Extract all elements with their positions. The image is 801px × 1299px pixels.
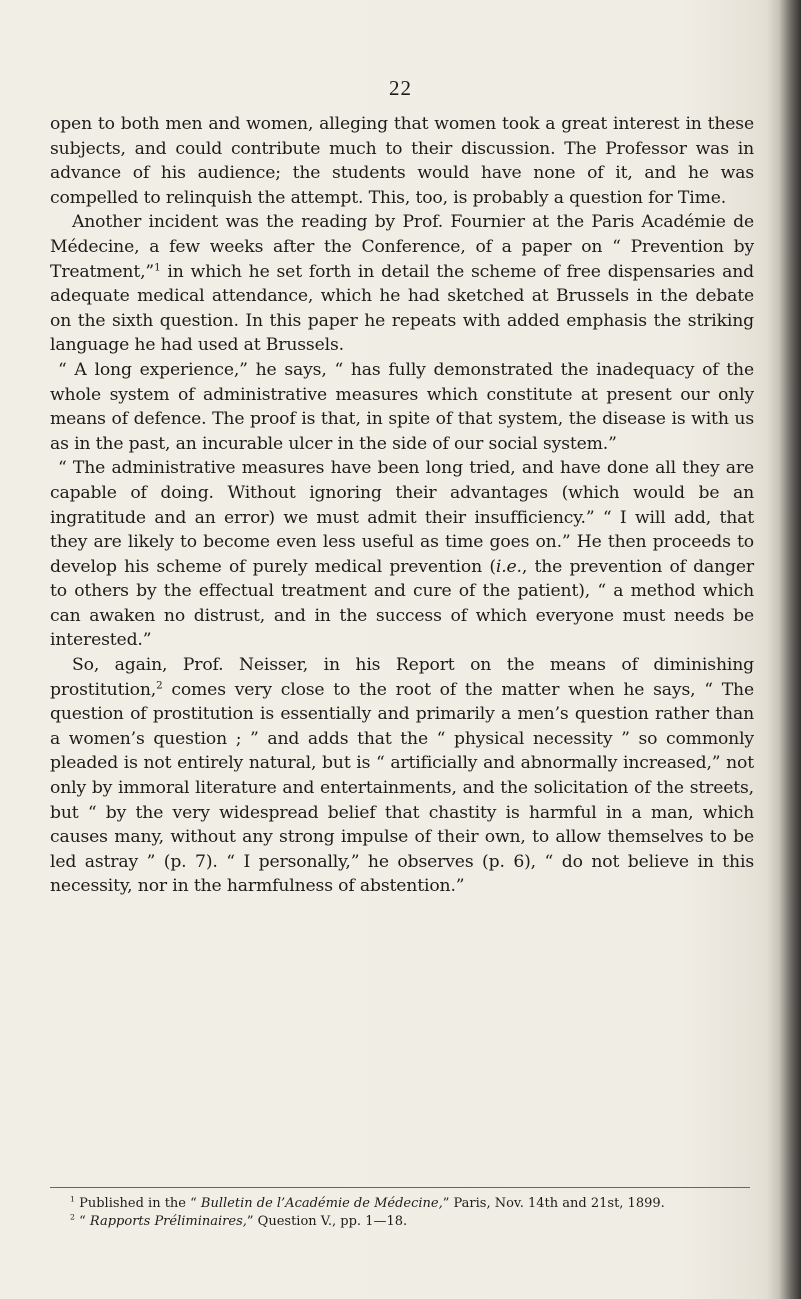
page-number: 22 bbox=[389, 76, 412, 100]
paragraph-5: So, again, Prof. Neisser, in his Report on the means of diminishing prostitution,$^2$ comes very close to the root of the matter when he says, “ The question of prostitution is essentially and primarily a men’s question rather than a women’s question ; ” and adds that the “ physical necessity ” so commonly pleaded is not entirely natural, but is “ artificially and abnormally increased,” not only by immoral literature and entertainments, and the solicitation of the streets, but “ by the very widespread belief that chastity is harmful in a man, which causes many, without any strong impulse of their own, to allow themselves to be led astray ” (p. 7). “ I personally,” he observes (p. 6), “ do not believe in this necessity, nor in the harmfulness of abstention.” bbox=[50, 655, 754, 897]
footnote-divider bbox=[50, 1187, 750, 1188]
body-text bbox=[50, 112, 754, 899]
footnote-ref-2: 2 bbox=[156, 678, 163, 691]
paragraph-1: open to both men and women, alleging that women took a great interest in these subjects, and could contribute much to their discussion. The Professor was in advance of his audience; the students would have none of it, and he was compelled to relinquish the attempt. This, too, is probably a question for Time. bbox=[50, 114, 754, 208]
footnote-1: $^1$ Published in the “ Bulletin de l’Académie de Médecine,” Paris, Nov. 14th and 21st, 1899. bbox=[70, 1194, 665, 1211]
footnote-ref-1: 1 bbox=[154, 260, 161, 273]
footnotes bbox=[50, 1195, 754, 1231]
paragraph-3: “ A long experience,” he says, “ has fully demonstrated the inadequacy of the whole system of administrative measures which constitute at present our only means of defence. The proof is that, in spite of that system, the disease is with us as in the past, an incurable ulcer in the side of our social system.” bbox=[50, 359, 754, 454]
binding-shadow bbox=[767, 0, 801, 1299]
paragraph-4: “ The administrative measures have been long tried, and have done all they are capable of doing. Without ignoring their advantages (which would be an ingratitude and an error) we must admit their insufficiency.” “ I will add, that they are likely to become even less useful as time goes on.” He then proceeds to develop his scheme of purely medical prevention (i.e., the prevention of danger to others by the effectual treatment and cure of the patient), “ a method which can awaken no distrust, and in the success of which everyone must needs be interested.” bbox=[50, 458, 754, 651]
footnote-2: $^2$ “ Rapports Préliminaires,” Question V., pp. 1—18. bbox=[70, 1212, 408, 1229]
paragraph-2: Another incident was the reading by Prof. Fournier at the Paris Académie de Médecine, a few weeks after the Conference, of a paper on “ Prevention by Treatment,”$^1$ in which he set forth in detail the scheme of free dispensaries and adequate medical attendance, which he had sketched at Brussels in the debate on the sixth question. In this paper he repeats with added emphasis the striking language he had used at Brussels. bbox=[50, 212, 754, 356]
